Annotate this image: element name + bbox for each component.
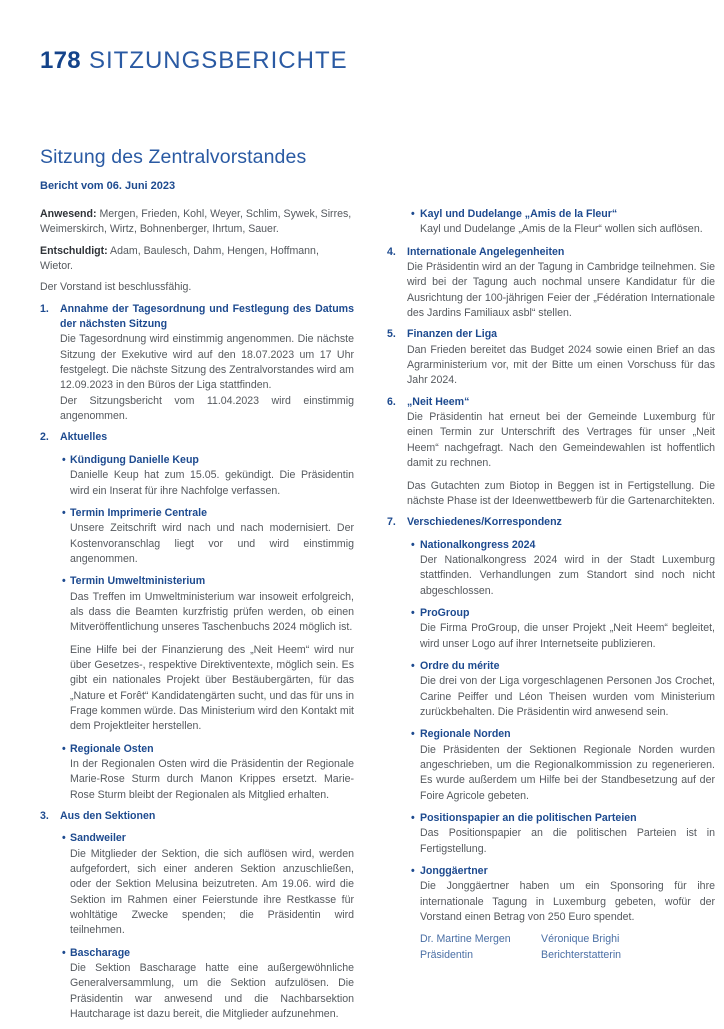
- signatory-name: Dr. Martine Mergen: [420, 933, 511, 946]
- section-text: Das Gutachten zum Biotop in Beggen ist in Fertigstellung. Die nächste Phase ist der Ideenwettbewerb für die Gartenarchitekten.: [407, 479, 715, 507]
- bullet-icon: •: [411, 659, 415, 672]
- list-item: [387, 811, 715, 857]
- bullet-icon: •: [62, 506, 66, 519]
- section-text: Der Sitzungsbericht vom 11.04.2023 wird einstimmig angenommen.: [60, 394, 354, 423]
- list-item: [387, 727, 715, 804]
- item-text: Die Firma ProGroup, die unser Projekt „Neit Heem“ begleitet, wird unser Logo auf ihrer Internetseite publizieren.: [420, 622, 715, 650]
- excused-label: Entschuldigt:: [40, 244, 108, 257]
- signatory-role: Präsidentin: [420, 948, 473, 961]
- section-heading: Annahme der Tagesordnung und Festlegung des Datums der nächsten Sitzung: [60, 302, 354, 331]
- item-heading: Kayl und Dudelange „Amis de la Fleur“: [420, 208, 618, 220]
- item-heading: Termin Umweltministerium: [70, 575, 206, 588]
- item-heading: Sandweiler: [70, 832, 126, 845]
- list-item: [387, 864, 715, 925]
- signatory-role: Berichterstatterin: [541, 948, 622, 961]
- section-number: 3.: [40, 810, 49, 823]
- item-text: Eine Hilfe bei der Finanzierung des „Neit Heem“ wird nur über Gesetzes-, respektive Direktiventexte, möglich sein. Es gibt ein nationales Projekt über Bestäubergärten, für das „Nature et Forêt“ Kandidatengärten sucht, und das für uns in Frage kommen würde. Das Ministerium wird den Kontakt mit dem Projektleiter herstellen.: [70, 643, 354, 733]
- page-number: 178: [40, 47, 81, 74]
- item-text: Die Sektion Bascharage hatte eine außergewöhnliche Generalversammlung, um die Sektion aufzulösen. Die Präsidentin war anwesend und die Nachbarsektion Hautcharage ist dazu bereit, die Mitglieder aufzunehmen.: [70, 962, 354, 1021]
- report-date: Bericht vom 06. Juni 2023: [40, 180, 176, 192]
- item-heading: Termin Imprimerie Centrale: [70, 506, 207, 519]
- right-column: [387, 207, 715, 969]
- item-text: Danielle Keup hat zum 15.05. gekündigt. Die Präsidentin wird ein Inserat für ihre Nachfolge verfassen.: [70, 469, 354, 497]
- list-item: [387, 606, 715, 652]
- item-text: Die Jonggäertner haben um ein Sponsoring für ihre internationale Tagung in Luxemburg gebeten, wofür der Vorstand einen Betrag von 250 Euro spendet.: [420, 880, 715, 924]
- item-text: Die drei von der Liga vorgeschlagenen Personen Jos Crochet, Carine Peiffer und Léon Theisen wurden vom Ministerium zurückbehalten. Die Präsidentin wird anwesend sein.: [420, 675, 715, 718]
- bullet-icon: •: [62, 742, 66, 755]
- section-text: Dan Frieden bereitet das Budget 2024 sowie einen Brief an das Agrarministerium vor, mit der Bitte um einen Vorschuss für das Jahr 2024.: [407, 343, 715, 387]
- section-heading: Aktuelles: [60, 431, 108, 444]
- section-heading: Verschiedenes/Korrespondenz: [407, 516, 562, 529]
- section-text: Die Präsidentin hat erneut bei der Gemeinde Luxemburg für einen Termin zur Unterschrift des Vertrages für unser „Neit Heem“ nachgefragt. Nach den Gemeindewahlen ist hoffentlich damit zu rechnen.: [407, 411, 715, 470]
- bullet-icon: •: [411, 865, 415, 878]
- attendees-excused: [40, 244, 354, 275]
- list-item: [40, 506, 354, 567]
- item-heading: ProGroup: [420, 606, 470, 619]
- section-text: Die Präsidentin wird an der Tagung in Cambridge teilnehmen. Sie wird bei der Tagung auch nochmal unsere Kandidatur für die Ausrichtung der 100-jährigen Feier der „Fédération Internationale des Jardins Familiaux asbl“ stellen.: [407, 261, 715, 320]
- bullet-icon: •: [411, 538, 415, 551]
- item-heading: Nationalkongress 2024: [420, 538, 536, 551]
- item-heading: Ordre du mérite: [420, 659, 500, 672]
- list-item: [387, 538, 715, 599]
- bullet-icon: •: [411, 606, 415, 619]
- bullet-icon: •: [411, 728, 415, 741]
- section-text: Die Tagesordnung wird einstimmig angenommen. Die nächste Sitzung der Exekutive wird auf den 18.07.2023 um 17 Uhr festgelegt. Die nächste Sitzung des Zentralvorstandes wird am 12.09.2023 in den Büros der Liga stattfinden.: [60, 333, 354, 392]
- item-text: Der Nationalkongress 2024 wird in der Stadt Luxemburg stattfinden. Verhandlungen zum Standort sind noch nicht abgeschlossen.: [420, 553, 715, 597]
- section-number: 5.: [387, 328, 396, 341]
- bullet-icon: •: [411, 812, 415, 825]
- section-heading: Finanzen der Liga: [407, 328, 498, 341]
- item-text: Unsere Zeitschrift wird nach und nach modernisiert. Der Kostenvoranschlag liegt vor und wird einstimmig angenommen.: [70, 522, 354, 565]
- section-heading: Internationale Angelegenheiten: [407, 245, 565, 258]
- item-heading: Bascharage: [70, 946, 131, 959]
- bullet-icon: •: [411, 208, 415, 220]
- list-item: [387, 659, 715, 720]
- present-names: Mergen, Frieden, Kohl, Weyer, Schlim, Sywek, Sirres, Weimerskirch, Wirtz, Bohnenberger, Ihrtum, Sauer.: [40, 208, 352, 236]
- item-text: Die Mitglieder der Sektion, die sich auflösen wird, werden aufgefordert, sich einer anderen Sektion anzuschließen, oder der Sektion Melusina beizutreten. Am 19.06. wird die Sektion im Rahmen einer Feierstunde ihre Restkasse für wohltätige Zwecke spenden; die Präsidentin wird teilnehmen.: [70, 847, 354, 937]
- attendees-present: [40, 207, 354, 238]
- list-item: [387, 207, 715, 238]
- section-2: [40, 430, 354, 803]
- list-item: [40, 453, 354, 499]
- left-column: [40, 207, 354, 1029]
- signature-president: [420, 932, 541, 963]
- section-title: SITZUNGSBERICHTE: [88, 47, 348, 74]
- bullet-icon: •: [62, 575, 66, 588]
- section-5: [387, 327, 715, 388]
- signature-block: [387, 932, 715, 963]
- item-heading: Regionale Osten: [70, 742, 154, 755]
- bullet-icon: •: [62, 832, 66, 845]
- bullet-icon: •: [62, 453, 66, 466]
- item-heading: Regionale Norden: [420, 728, 511, 741]
- item-text: Kayl und Dudelange „Amis de la Fleur“ wollen sich auflösen.: [420, 223, 703, 236]
- section-4: [387, 245, 715, 322]
- article-title: Sitzung des Zentralvorstandes: [40, 146, 307, 168]
- section-number: 2.: [40, 431, 49, 444]
- section-7: [387, 515, 715, 963]
- section-6: [387, 395, 715, 509]
- section-body: [40, 332, 354, 424]
- page-header: [40, 47, 348, 75]
- section-heading: Aus den Sektionen: [60, 810, 156, 823]
- section-number: 4.: [387, 245, 396, 258]
- section-number: 7.: [387, 516, 396, 529]
- present-label: Anwesend:: [40, 208, 97, 220]
- signatory-name: Véronique Brighi: [541, 933, 620, 946]
- item-text: Das Positionspapier an die politischen Parteien ist in Fertigstellung.: [420, 827, 715, 855]
- excused-names: Adam, Baulesch, Dahm, Hengen, Hoffmann, Wietor.: [40, 244, 319, 273]
- item-text: In der Regionalen Osten wird die Präsidentin der Regionale Marie-Rose Sturm durch Manon Krippes ersetzt. Marie-Rose Sturm bleibt der Regionalen als Mitglied erhalten.: [70, 758, 354, 801]
- bullet-icon: •: [62, 946, 66, 959]
- section-number: 6.: [387, 395, 396, 408]
- section-3: [40, 809, 354, 1022]
- list-item: [40, 831, 354, 938]
- quorum-note: Der Vorstand ist beschlussfähig.: [40, 281, 192, 294]
- section-number: 1.: [40, 302, 49, 315]
- list-item: [40, 946, 354, 1023]
- item-heading: Jonggäertner: [420, 865, 488, 878]
- item-heading: Positionspapier an die politischen Parteien: [420, 812, 637, 825]
- list-item: [40, 574, 354, 734]
- item-text: Die Präsidenten der Sektionen Regionale Norden wurden angeschrieben, um die Regionalkommission zu regenerieren. Es wurde außerdem um Hilfe bei der Standbesetzung auf der Foire Agricole gebeten.: [420, 743, 715, 802]
- item-heading: Kündigung Danielle Keup: [70, 453, 199, 466]
- section-heading: „Neit Heem“: [407, 395, 470, 408]
- item-text: Das Treffen im Umweltministerium war insoweit erfolgreich, als dass die Beamten kurzfristig prüfen werden, ob einen Mitveröffentlichung unseres Taschenbuchs 2024 möglich ist.: [70, 590, 354, 634]
- list-item: [40, 742, 354, 803]
- section-1: [40, 302, 354, 425]
- signature-reporter: [541, 932, 662, 963]
